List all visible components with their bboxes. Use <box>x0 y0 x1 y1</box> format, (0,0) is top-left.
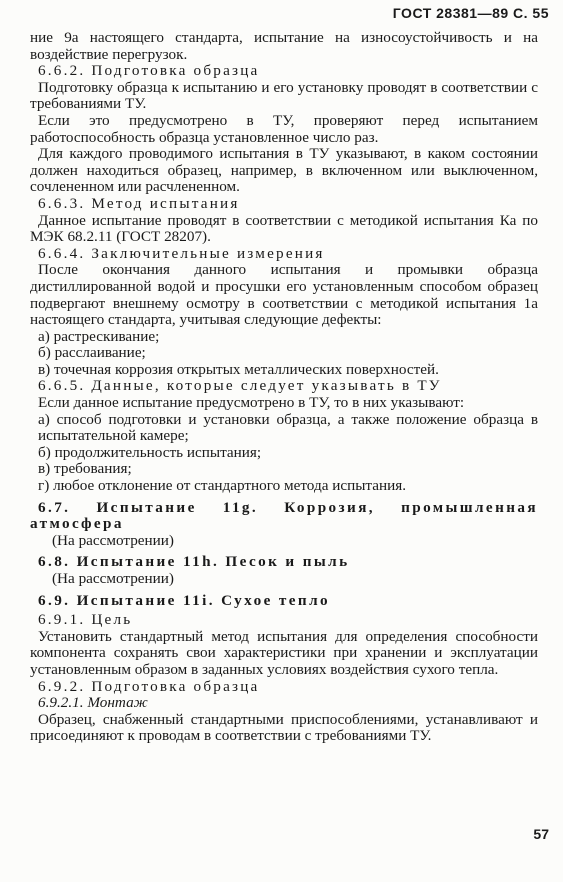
paragraph: Образец, снабженный стандартными приспособлениями, устанавливают и присоединяют к проводам в соответствии с требованиями ТУ. <box>30 710 538 745</box>
subsection-heading <box>30 695 538 712</box>
list-item: г) любое отклонение от стандартного метода испытания. <box>38 477 407 495</box>
paragraph: Подготовку образца к испытанию и его установку проводят в соответствии с требованиями ТУ. <box>30 78 538 113</box>
list-item: в) требования; <box>38 460 132 478</box>
section-heading-bold: 6.8. Испытание 11h. Песок и пыль <box>38 553 350 571</box>
list-item: в) точечная коррозия открытых металлических поверхностей. <box>38 360 439 378</box>
list-item: а) способ подготовки и установки образца, а также положение образца в испытательной камере; <box>38 410 538 445</box>
section-heading-bold: 6.9. Испытание 11i. Сухое тепло <box>38 591 330 609</box>
list-item: б) продолжительность испытания; <box>38 443 262 461</box>
section-heading: 6.6.5. Данные, которые следует указывать в ТУ <box>38 377 442 395</box>
section-heading: 6.6.4. Заключительные измерения <box>38 244 325 262</box>
note: (На рассмотрении) <box>52 531 174 549</box>
running-header: ГОСТ 28381—89 С. 55 <box>392 5 549 21</box>
note: (На рассмотрении) <box>52 570 174 587</box>
section-heading: 6.9.1. Цель <box>38 611 133 629</box>
page-number: 57 <box>533 826 549 842</box>
list-item: б) расслаивание; <box>38 344 146 362</box>
paragraph: Данное испытание проводят в соответствии с методикой испытания Ка по МЭК 68.2.11 (ГОСТ 28207). <box>30 211 538 246</box>
paragraph: Если данное испытание предусмотрено в ТУ, то в них указывают: <box>38 394 465 412</box>
section-heading: 6.6.2. Подготовка образца <box>38 62 260 80</box>
section-heading: 6.9.2. Подготовка образца <box>38 677 260 695</box>
paragraph: Для каждого проводимого испытания в ТУ указывают, в каком состоянии должен находиться образец, например, в включенном или выключенном, сочлененном или расчлененном. <box>30 145 538 196</box>
paragraph: Установить стандартный метод испытания для определения способности компонента сохранять свои характеристики при хранении и эксплуатации установленным образом в заданных условиях воздействия сухого тепла. <box>30 627 538 678</box>
section-heading: 6.6.3. Метод испытания <box>38 194 240 212</box>
section-heading-bold: 6.7. Испытание 11g. Коррозия, промышленная атмосфера <box>30 498 538 533</box>
document-body <box>30 30 538 745</box>
subsection-heading-text: 6.9.2.1. Монтаж <box>38 694 148 712</box>
paragraph: Если это предусмотрено в ТУ, проверяют перед испытанием работоспособность образца установленное число раз. <box>30 111 538 146</box>
list-item: а) растрескивание; <box>38 327 160 345</box>
paragraph: ние 9а настоящего стандарта, испытание на износоустойчивость и на воздействие перегрузок. <box>30 29 538 63</box>
paragraph: После окончания данного испытания и промывки образца дистиллированной водой и просушки его установленным способом образец подвергают внешнему осмотру в соответствии с методикой испытания 1а настоящего стандарта, учитывая следующие дефекты: <box>30 261 538 329</box>
